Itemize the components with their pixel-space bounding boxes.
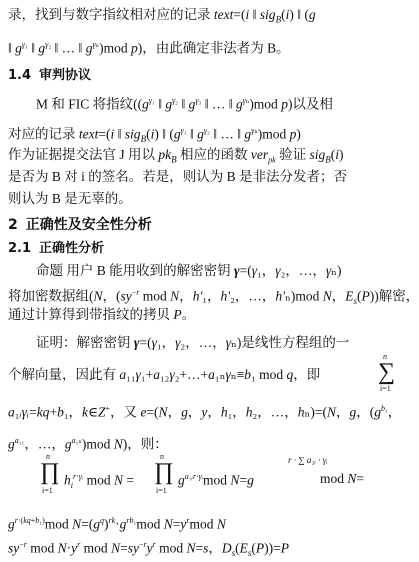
section-heading-2-1: 2.1 正确性分析: [8, 241, 105, 256]
text-line-1: 录，找到与数字指纹相对应的记录 text=(i ‖ sig$_B$(i) ‖ (g: [8, 7, 316, 25]
text-line-15: 个解向量，因此有 a₁₁γ₁+a₁₂γ₂+…+a₁ₙγₙ≡b₁ mod q，即: [8, 367, 321, 382]
section-heading-1-4: 1.4 审判协议: [8, 68, 92, 83]
text-line-6: 作为证据提交法官 J 用以 $pk_B$ 相应的函数 ver$_{pk}$ 验证 sig$_B$(i): [8, 147, 344, 165]
text-line-20: $sy^{-r}$ mod $N\cdot y^r$ mod $N=sy^{-r}y^r$ mod N=s，$D_s(E_s(P))=P$: [8, 540, 290, 559]
exponent-sum: r · ∑ a₁ᵢ · γᵢ: [288, 455, 328, 465]
text-line-14: 证明：解密密钥 γ=(γ₁，γ₂，…，γₙ)是线性方程组的一: [36, 335, 350, 350]
prod-lower-limit-2: i=1: [156, 486, 167, 495]
text-line-16: a₁ᵢγᵢ=kq+b₁，k∈Z+，又 e=(N，g，y，h₁，h₂，…，hₙ)=(N，g，($g^{b_1}$，: [8, 404, 402, 420]
text-line-2: ‖ $g^{\gamma_1}$ ‖ $g^{\gamma_2}$ ‖ … ‖ $g^{\gamma_n})mod$ p)，由此确定非法者为 B。: [8, 40, 290, 56]
text-line-5: 对应的记录 text=(i ‖ sig$_B$(i) ‖ ($g^{\gamma_1}$ ‖ $g^{\gamma_2}$ ‖ … ‖ $g^{\gamma_n})mod$ p): [8, 126, 301, 145]
text-line-18c: mod N=: [320, 471, 365, 486]
text-line-17: $g^{a_{11}}$，…，$g^{a_{1n}})mod$ N)，则：: [8, 436, 168, 452]
text-line-19: $g^{r\cdot(kq+b_1)}mod$ $N=(g^q)^{rk}\cdot g^{rb_1}mod$ $N=y^rmod$ N: [8, 516, 226, 532]
text-line-4: M 和 FIC 将指纹(($g^{\gamma_1}$ ‖ $g^{\gamma_2}$ ‖ $g^{\gamma_3}$ ‖ … ‖ $g^{\gamma_n})mod$ p)以及相: [36, 96, 333, 112]
text-line-12: 将加密数据组(N，($sy^{-r}$ mod N，h'₁，h'₂，…，h'ₙ)mod N，$E_s(P)$)解密，: [8, 288, 419, 307]
product-symbol-1: ∏: [40, 459, 60, 485]
text-line-18b: $g^{a_1ᵢr\cdot\gamma ᵢ}mod$ N=g: [178, 472, 254, 488]
text-line-7: 是否为 B 对 i 的签名。若是，则认为 B 是非法分发者；否: [8, 169, 348, 184]
text-line-18: $h_i^{r\cdot\gamma ᵢ}$ mod N =: [64, 472, 134, 491]
text-line-8: 则认为 B 是无辜的。: [8, 191, 132, 206]
section-heading-2: 2 正确性及安全性分析: [8, 217, 152, 233]
text-line-13: 通过计算得到带指纹的拷贝 P。: [8, 307, 196, 322]
sum-upper-limit: n: [383, 352, 387, 361]
text-line-11: 命题 用户 B 能用收到的解密密钥 γ=(γ₁，γ₂，…，γₙ): [36, 263, 342, 278]
product-symbol-2: ∏: [154, 459, 174, 485]
prod-upper-limit-1: n: [46, 452, 50, 461]
prod-upper-limit-2: n: [160, 452, 164, 461]
prod-lower-limit-1: i=1: [42, 486, 53, 495]
sum-lower-limit: i=1: [380, 384, 391, 393]
summation-symbol: ∑: [378, 359, 396, 385]
